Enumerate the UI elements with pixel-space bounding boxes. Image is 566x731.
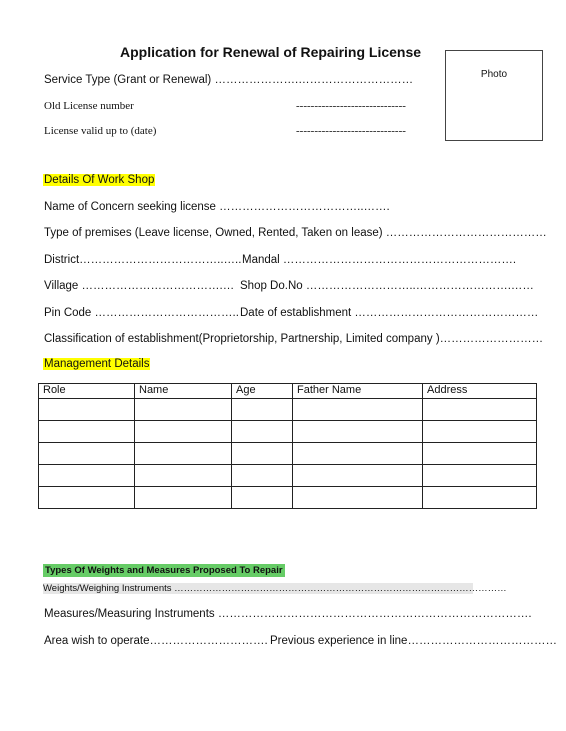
- date-establishment-field[interactable]: Date of establishment …………………………………………: [240, 307, 539, 319]
- weighing-instruments-field[interactable]: Weights/Weighing Instruments ……………………………………………………………………………………………: [43, 583, 507, 594]
- previous-experience-field[interactable]: Previous experience in line…………………………………: [270, 635, 557, 647]
- table-cell[interactable]: [232, 399, 293, 421]
- table-header-row: [39, 384, 537, 399]
- table-cell[interactable]: [135, 465, 232, 487]
- column-header-age: Age: [232, 384, 293, 399]
- table-cell[interactable]: [39, 487, 135, 509]
- table-cell[interactable]: [39, 465, 135, 487]
- table-cell[interactable]: [135, 487, 232, 509]
- measuring-instruments-field[interactable]: Measures/Measuring Instruments ……………………………………………………………………….: [44, 608, 532, 620]
- district-field[interactable]: District………………………………..…..: [44, 254, 242, 266]
- pin-code-field[interactable]: Pin Code ………………………………..: [44, 307, 239, 319]
- column-header-father-name: Father Name: [293, 384, 423, 399]
- table-row: [39, 421, 537, 443]
- table-cell[interactable]: [293, 443, 423, 465]
- valid-upto-label: License valid up to (date): [44, 125, 157, 137]
- table-row: [39, 487, 537, 509]
- table-cell[interactable]: [232, 487, 293, 509]
- column-header-name: Name: [135, 384, 232, 399]
- table-cell[interactable]: [135, 399, 232, 421]
- table-row: [39, 399, 537, 421]
- table-cell[interactable]: [423, 487, 537, 509]
- workshop-heading: Details Of Work Shop: [44, 174, 155, 186]
- old-license-label: Old License number: [44, 100, 134, 112]
- page-title: Application for Renewal of Repairing License: [120, 44, 422, 60]
- table-cell[interactable]: [39, 443, 135, 465]
- village-field[interactable]: Village ……………………………….…: [44, 280, 235, 292]
- table-cell[interactable]: [39, 421, 135, 443]
- photo-label: Photo: [480, 69, 508, 80]
- management-table: [38, 383, 537, 509]
- table-cell[interactable]: [135, 421, 232, 443]
- table-cell[interactable]: [423, 399, 537, 421]
- area-operate-field[interactable]: Area wish to operate………………………….: [44, 635, 268, 647]
- table-cell[interactable]: [423, 465, 537, 487]
- table-cell[interactable]: [293, 399, 423, 421]
- column-header-role: Role: [39, 384, 135, 399]
- weights-heading: Types Of Weights and Measures Proposed To Repair: [45, 565, 283, 576]
- shop-no-field[interactable]: Shop Do.No ………………………..…………………….……: [240, 280, 534, 292]
- premises-field[interactable]: Type of premises (Leave license, Owned, Rented, Taken on lease) ……………………………………: [44, 227, 547, 239]
- classification-field[interactable]: Classification of establishment(Proprietorship, Partnership, Limited company )………………………: [44, 333, 544, 345]
- table-cell[interactable]: [39, 399, 135, 421]
- photo-box[interactable]: [445, 50, 543, 141]
- table-cell[interactable]: [293, 465, 423, 487]
- management-heading: Management Details: [44, 358, 150, 370]
- service-type-field[interactable]: Service Type (Grant or Renewal) ………………….…………………………: [44, 74, 414, 86]
- table-cell[interactable]: [423, 421, 537, 443]
- column-header-address: Address: [423, 384, 537, 399]
- table-cell[interactable]: [232, 465, 293, 487]
- table-cell[interactable]: [293, 487, 423, 509]
- table-cell[interactable]: [423, 443, 537, 465]
- table-cell[interactable]: [293, 421, 423, 443]
- name-of-concern-field[interactable]: Name of Concern seeking license ………………………………..…….: [44, 201, 390, 213]
- valid-upto-field[interactable]: ------------------------------: [296, 125, 406, 137]
- table-row: [39, 443, 537, 465]
- mandal-field[interactable]: Mandal …………………………………………………….: [242, 254, 517, 266]
- table-row: [39, 465, 537, 487]
- table-cell[interactable]: [232, 443, 293, 465]
- table-cell[interactable]: [232, 421, 293, 443]
- old-license-field[interactable]: ------------------------------: [296, 100, 406, 112]
- table-cell[interactable]: [135, 443, 232, 465]
